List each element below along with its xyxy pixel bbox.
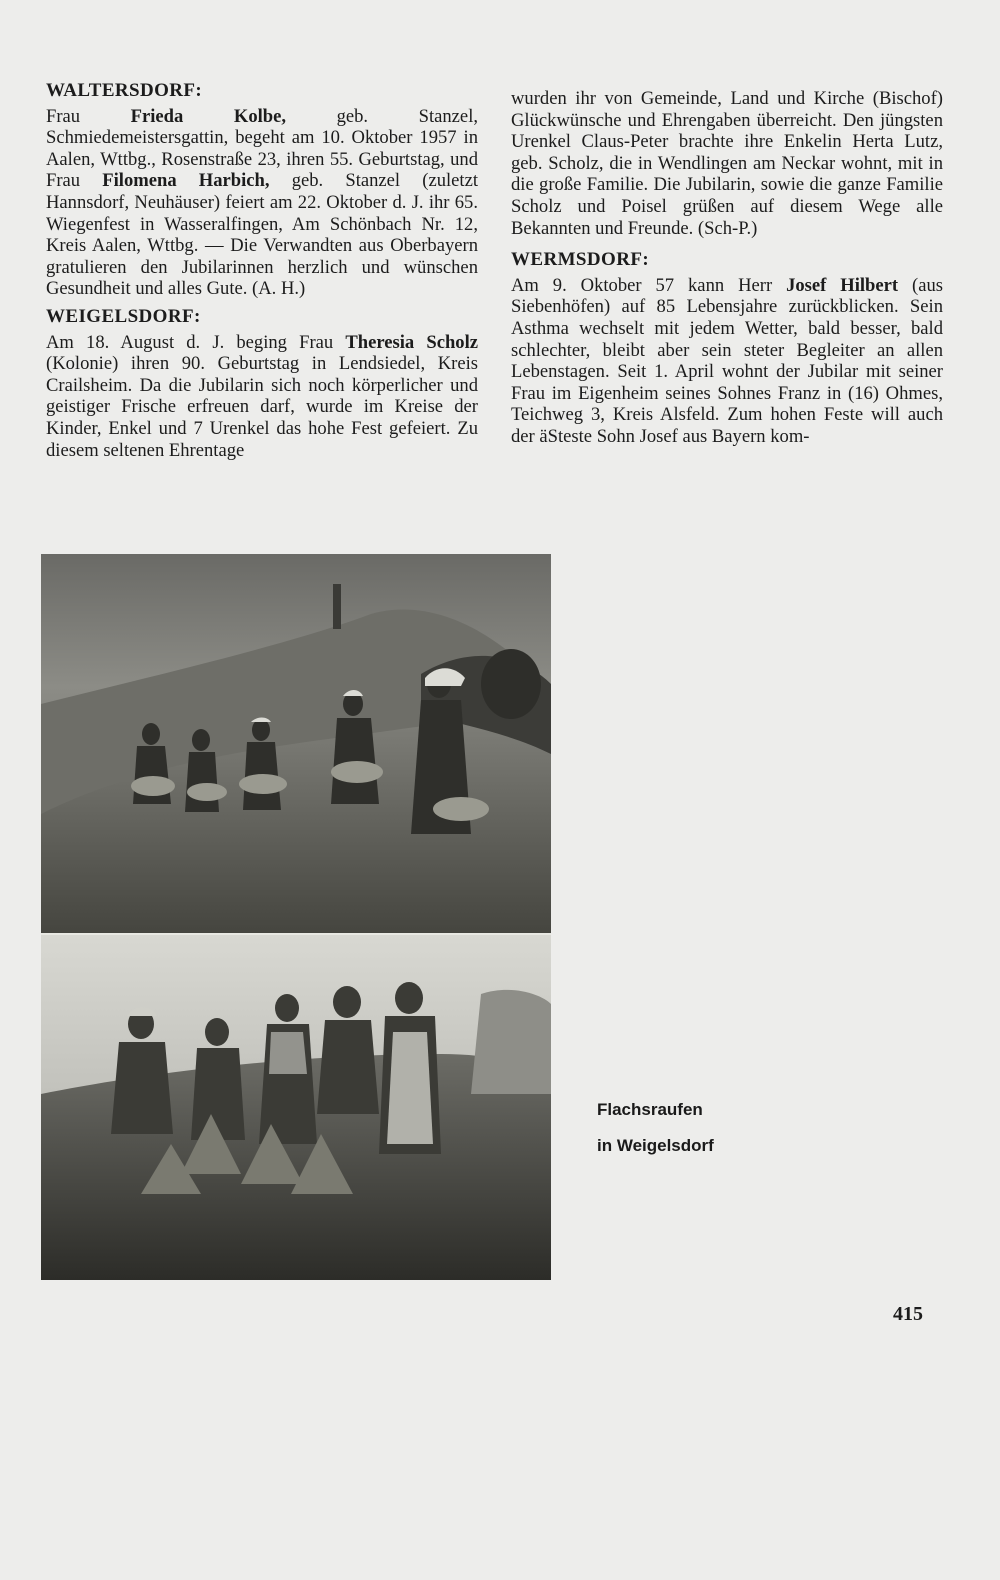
- name-frieda-kolbe: Frieda Kolbe,: [130, 105, 287, 127]
- paragraph-waltersdorf: Frau Frieda Kolbe, geb. Stanzel, Schmiedemeistersgattin, begeht am 10. Oktober 1957 in Aalen, Wttbg., Rosenstraße 23, ihren 55. Geburtstag, und Frau Filomena Harbich, geb. Stanzel (zuletzt Hannsdorf, Neuhäuser) feiert am 22. Oktober d. J. ihr 65. Wiegenfest in Wasseralfingen, Am Schönbach Nr. 12, Kreis Aalen, Wttbg. — Die Verwandten aus Oberbayern gratulieren den Jubilarinnen herzlich und wünschen Gesundheit und alles Gute. (A. H.): [46, 105, 479, 300]
- photo-top: [41, 554, 551, 934]
- flax-harvest-photos: [41, 554, 551, 1280]
- photo-bottom: [41, 934, 551, 1280]
- heading-wermsdorf: WERMSDORF:: [511, 249, 650, 271]
- paragraph-weigelsdorf-continued: wurden ihr von Gemeinde, Land und Kirche (Bischof) Glückwünsche und Ehrengaben überreicht. Den jüngsten Urenkel Claus-Peter brachte ihre Enkelin Herta Lutz, geb. Scholz, die in Wendlingen am Neckar wohnt, mit in die große Familie. Die Jubilarin, sowie die ganze Familie Scholz und Poisel grüßen auf diesem Wege alle Bekannten und Freunde. (Sch-P.): [511, 88, 943, 239]
- heading-waltersdorf: WALTERSDORF:: [46, 80, 203, 101]
- page-number: 415: [893, 1303, 923, 1325]
- right-column: [511, 88, 943, 452]
- name-theresia-scholz: Theresia Scholz: [345, 331, 478, 353]
- caption-line-1: Flachsraufen: [597, 1100, 703, 1119]
- photo-block: [41, 554, 551, 1580]
- left-column: [46, 80, 478, 465]
- caption-line-2: in Weigelsdorf: [597, 1136, 714, 1155]
- name-josef-hilbert: Josef Hilbert: [786, 274, 899, 296]
- name-filomena-harbich: Filomena Harbich,: [102, 170, 270, 192]
- heading-weigelsdorf: WEIGELSDORF:: [46, 305, 201, 327]
- paragraph-weigelsdorf: Am 18. August d. J. beging Frau Theresia Scholz (Kolonie) ihren 90. Geburtstag in Lendsiedel, Kreis Crailsheim. Da die Jubilarin sich noch körperlicher und geistiger Frische erfreuen darf, wurde im Kreise der Kinder, Enkel und 7 Urenkel das hohe Fest gefeiert. Zu diesem seltenen Ehrentage: [46, 331, 478, 461]
- paragraph-wermsdorf: Am 9. Oktober 57 kann Herr Josef Hilbert (aus Siebenhöfen) auf 85 Lebensjahre zurückblicken. Sein Asthma wechselt mit jedem Wetter, bald besser, bald schlechter, bleibt aber sein steter Begleiter an allen Lebenstagen. Seit 1. April wohnt der Jubilar mit seiner Frau im Eigenheim seines Sohnes Franz in (16) Ohmes, Teichweg 3, Kreis Alsfeld. Zum hohen Feste will auch der äSteste Sohn Josef aus Bayern kom-: [511, 274, 943, 447]
